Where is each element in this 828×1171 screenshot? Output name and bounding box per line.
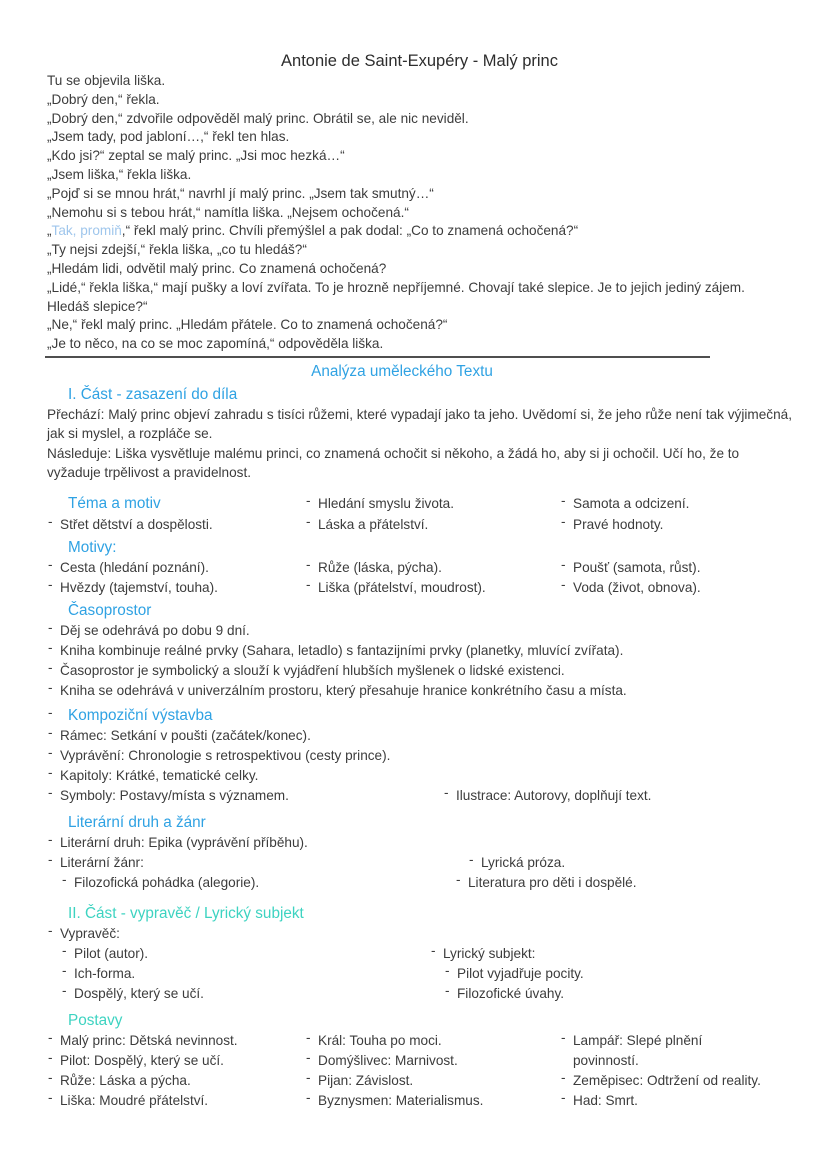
excerpt-line: „Jsem tady, pod jabloní…,“ řekl ten hlas.: [47, 129, 290, 145]
part2-row2: [47, 964, 792, 984]
excerpt-line: „Ne,“ řekl malý princ. „Hledám přátele. Co to znamená ochočená?“: [47, 317, 448, 333]
tema-heading: Téma a motiv: [68, 495, 161, 513]
list-item: - Kniha kombinuje reálné prvky (Sahara, letadlo) s fantazijními prvky (planetky, mluvící zvířata).: [47, 641, 792, 661]
excerpt-line-rest: ,“ řekl malý princ. Chvíli přemýšlel a pak dodal: „Co to znamená ochočená?“: [121, 223, 579, 239]
part1-heading: I. Část - zasazení do díla: [68, 385, 238, 403]
kompozice-two-col-row: [47, 786, 792, 806]
excerpt-line: „Hledám lidi, odvětil malý princ. Co znamená ochočená?: [47, 260, 387, 276]
motivy-col2: [305, 558, 560, 598]
part2-section: [47, 924, 792, 1004]
list-item: - Cesta (hledání poznání).: [47, 558, 305, 578]
excerpt-line-highlighted: [47, 222, 792, 241]
list-item: - Rámec: Setkání v poušti (začátek/konec).: [47, 726, 792, 746]
list-item: - Domýšlivec: Marnivost.: [305, 1051, 560, 1071]
list-subitem: - Pilot vyjadřuje pocity.: [444, 964, 584, 984]
tema-col1: [47, 494, 305, 535]
list-item: - Poušť (samota, růst).: [560, 558, 792, 578]
postavy-col3: [560, 1031, 792, 1111]
list-item: - Pilot: Dospělý, který se učí.: [47, 1051, 305, 1071]
excerpt-line: „Pojď si se mnou hrát,“ navrhl jí malý princ. „Jsem tak smutný…“: [47, 185, 434, 201]
list-item: - Děj se odehrává po dobu 9 dní.: [47, 621, 792, 641]
part1-paragraph: Přechází: Malý princ objeví zahradu s tisíci růžemi, které vypadají jako ta jeho. Uvědomí si, že jeho růže není tak výjimečná, jak si myslel, a rozpláče se.: [47, 406, 792, 442]
part2-row3: [47, 984, 792, 1004]
casoprostor-heading: Časoprostor: [68, 602, 152, 620]
excerpt-line: „Nemohu si s tebou hrát,“ namítla liška. „Nejsem ochočená.“: [47, 204, 409, 220]
casoprostor-section: [47, 621, 792, 701]
list-item: - Lyrická próza.: [468, 853, 565, 873]
druh-heading: Literární druh a žánr: [68, 814, 206, 832]
excerpt-line: „Je to něco, na co se moc zapomíná,“ odpověděla liška.: [47, 336, 384, 352]
motivy-col1: [47, 558, 305, 598]
page-content: [47, 0, 792, 1111]
list-item: - Samota a odcizení.: [560, 494, 792, 515]
list-item: - Zeměpisec: Odtržení od reality.: [560, 1071, 792, 1091]
excerpt-line: „Dobrý den,“ řekla.: [47, 91, 160, 107]
part2-heading: II. Část - vypravěč / Lyrický subjekt: [68, 905, 304, 923]
postavy-heading: Postavy: [68, 1012, 123, 1030]
list-item: - Hledání smyslu života.: [305, 494, 560, 515]
list-item: - Lampář: Slepé plnění: [560, 1031, 792, 1051]
list-item: - Byznysmen: Materialismus.: [305, 1091, 560, 1111]
postavy-col2: [305, 1031, 560, 1111]
motivy-section: [47, 558, 792, 598]
kompozice-section: [47, 726, 792, 806]
list-item: - Kapitoly: Krátké, tematické celky.: [47, 766, 792, 786]
list-item: - Vyprávění: Chronologie s retrospektivou (cesty prince).: [47, 746, 792, 766]
list-item: - Literatura pro děti i dospělé.: [455, 873, 637, 893]
list-item: - Liška: Moudré přátelství.: [47, 1091, 305, 1111]
excerpt-line: „Jsem liška,“ řekla liška.: [47, 166, 192, 182]
excerpt-line: Tu se objevila liška.: [47, 73, 166, 88]
list-item: - Hvězdy (tajemství, touha).: [47, 578, 305, 598]
list-item: - Literární žánr:: [47, 853, 468, 873]
list-item: - Ilustrace: Autorovy, doplňují text.: [443, 786, 651, 806]
list-item: - Láska a přátelství.: [305, 515, 560, 536]
list-item: - Literární druh: Epika (vyprávění příběhu).: [47, 833, 792, 853]
tema-a-motiv-section: [47, 494, 792, 535]
list-item: - Symboly: Postavy/místa s významem.: [47, 786, 443, 806]
list-item: - Časoprostor je symbolický a slouží k vyjádření hlubších myšlenek o lidské existenci.: [47, 661, 792, 681]
excerpt-line: Hledáš slepice?“: [47, 298, 148, 314]
list-subitem: - Ich-forma.: [61, 964, 430, 984]
list-item: - Kniha se odehrává v univerzálním prostoru, který přesahuje hranice konkrétního času a místa.: [47, 681, 792, 701]
druh-row3: [47, 873, 792, 893]
highlighted-phrase: Tak, promiň: [51, 223, 122, 239]
kompozice-heading: - Kompoziční výstavba: [68, 707, 213, 725]
list-item: - Had: Smrt.: [560, 1091, 792, 1111]
part1-paragraph: Následuje: Liška vysvětluje malému princi, co znamená ochočit si někoho, a žádá ho, aby si ji ochočil. Učí ho, že to vyžaduje trpělivost a pravidelnost.: [47, 445, 740, 480]
list-subitem: - Filozofické úvahy.: [444, 984, 564, 1004]
section-divider: [45, 356, 710, 358]
excerpt-line: „Kdo jsi?“ zeptal se malý princ. „Jsi moc hezká…“: [47, 148, 345, 164]
motivy-heading: Motivy:: [68, 539, 117, 557]
part2-row1: [47, 944, 792, 964]
list-item: - Růže: Láska a pýcha.: [47, 1071, 305, 1091]
quote-mark: „: [47, 223, 52, 239]
list-subitem: - Dospělý, který se učí.: [61, 984, 430, 1004]
excerpt-block: [47, 72, 792, 354]
motivy-col3: [560, 558, 792, 598]
list-subitem: - Filozofická pohádka (alegorie).: [61, 873, 455, 893]
list-item: - Pijan: Závislost.: [305, 1071, 560, 1091]
druh-section: [47, 833, 792, 893]
list-item: - Lyrický subjekt:: [430, 944, 535, 964]
excerpt-line: „Dobrý den,“ zdvořile odpověděl malý princ. Obrátil se, ale nic neviděl.: [47, 110, 469, 126]
druh-row2: [47, 853, 792, 873]
document-title: Antonie de Saint-Exupéry - Malý princ: [281, 52, 558, 70]
list-item: - Střet dětství a dospělosti.: [47, 515, 305, 536]
list-item-continuation: povinností.: [573, 1053, 639, 1069]
excerpt-line: „Ty nejsi zdejší,“ řekla liška, „co tu hledáš?“: [47, 242, 307, 258]
list-item: - Malý princ: Dětská nevinnost.: [47, 1031, 305, 1051]
list-item: - Král: Touha po moci.: [305, 1031, 560, 1051]
kompozice-heading-row: [47, 705, 792, 726]
tema-col3: [560, 494, 792, 535]
list-item: - Vypravěč:: [47, 924, 792, 944]
analysis-title: Analýza uměleckého Textu: [311, 362, 493, 380]
list-item: - Liška (přátelství, moudrost).: [305, 578, 560, 598]
excerpt-line: „Lidé,“ řekla liška,“ mají pušky a loví zvířata. To je hrozně nepříjemné. Chovají také slepice. Je to jejich jediný zájem.: [47, 279, 745, 295]
list-subitem: - Pilot (autor).: [61, 944, 430, 964]
postavy-section: [47, 1031, 792, 1111]
tema-col2: [305, 494, 560, 535]
postavy-col1: [47, 1031, 305, 1111]
list-item: - Voda (život, obnova).: [560, 578, 792, 598]
list-item: - Růže (láska, pýcha).: [305, 558, 560, 578]
list-item: - Pravé hodnoty.: [560, 515, 792, 536]
